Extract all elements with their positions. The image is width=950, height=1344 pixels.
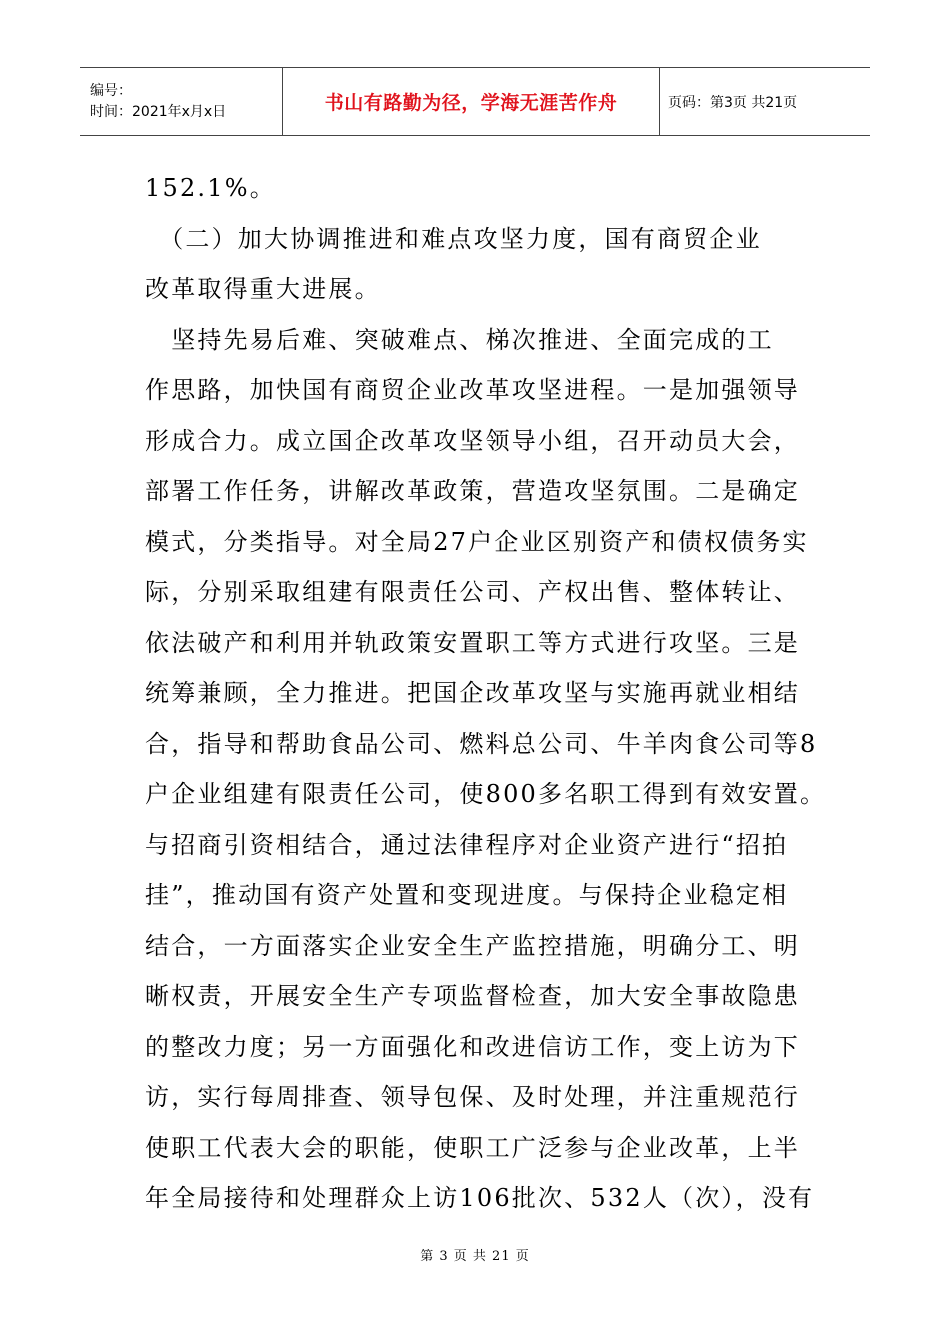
- body-line: 部署工作任务，讲解改革政策，营造攻坚氛围。二是确定: [145, 477, 800, 505]
- body-line: 晰权责，开展安全生产专项监督检查，加大安全事故隐患: [145, 982, 800, 1010]
- body-line: 作思路，加快国有商贸企业改革攻坚进程。一是加强领导: [145, 376, 800, 404]
- body-line: 访，实行每周排查、领导包保、及时处理，并注重规范行: [145, 1083, 800, 1111]
- body-line: 形成合力。成立国企改革攻坚领导小组，召开动员大会，: [145, 426, 800, 455]
- body-line: 改革取得重大进展。: [145, 275, 381, 303]
- page-info-text: 页码：第3页 共21页: [668, 94, 798, 111]
- footer-page-number: 第 3 页 共 21 页: [420, 1249, 530, 1264]
- body-line: 使职工代表大会的职能，使职工广泛参与企业改革，上半: [145, 1133, 800, 1162]
- page-header: [80, 67, 870, 136]
- header-motto: [283, 68, 660, 135]
- body-line: 坚持先易后难、突破难点、梯次推进、全面完成的工: [145, 325, 774, 354]
- document-time-label: 时间：2021年x月x日: [90, 103, 227, 120]
- motto-text: 书山有路勤为径，学海无涯苦作舟: [324, 92, 618, 114]
- body-line: 模式，分类指导。对全局27户企业区别资产和债权债务实: [145, 527, 809, 556]
- document-number-label: 编号：: [90, 82, 132, 99]
- body-line: 户企业组建有限责任公司，使800多名职工得到有效安置。: [145, 780, 827, 808]
- body-line: 挂”，推动国有资产处置和变现进度。与保持企业稳定相: [145, 881, 789, 909]
- body-line: 统筹兼顾，全力推进。把国企改革攻坚与实施再就业相结: [145, 679, 800, 707]
- header-page-info: [660, 68, 870, 135]
- body-line: 与招商引资相结合，通过法律程序对企业资产进行“招拍: [145, 830, 789, 859]
- body-line: 依法破产和利用并轨政策安置职工等方式进行攻坚。三是: [145, 628, 800, 657]
- body-line: 的整改力度；另一方面强化和改进信访工作，变上访为下: [145, 1032, 800, 1061]
- document-body: [145, 163, 827, 1224]
- body-line: 际，分别采取组建有限责任公司、产权出售、整体转让、: [145, 578, 800, 606]
- header-meta: [80, 68, 283, 135]
- body-line: 年全局接待和处理群众上访106批次、532人（次），没有: [145, 1184, 815, 1212]
- body-line: 152.1%。: [145, 174, 276, 202]
- body-line: （二）加大协调推进和难点攻坚力度，国有商贸企业: [145, 224, 762, 253]
- page-footer: [0, 1245, 950, 1264]
- body-line: 合，指导和帮助食品公司、燃料总公司、牛羊肉食公司等8: [145, 729, 818, 758]
- body-line: 结合，一方面落实企业安全生产监控措施，明确分工、明: [145, 931, 800, 960]
